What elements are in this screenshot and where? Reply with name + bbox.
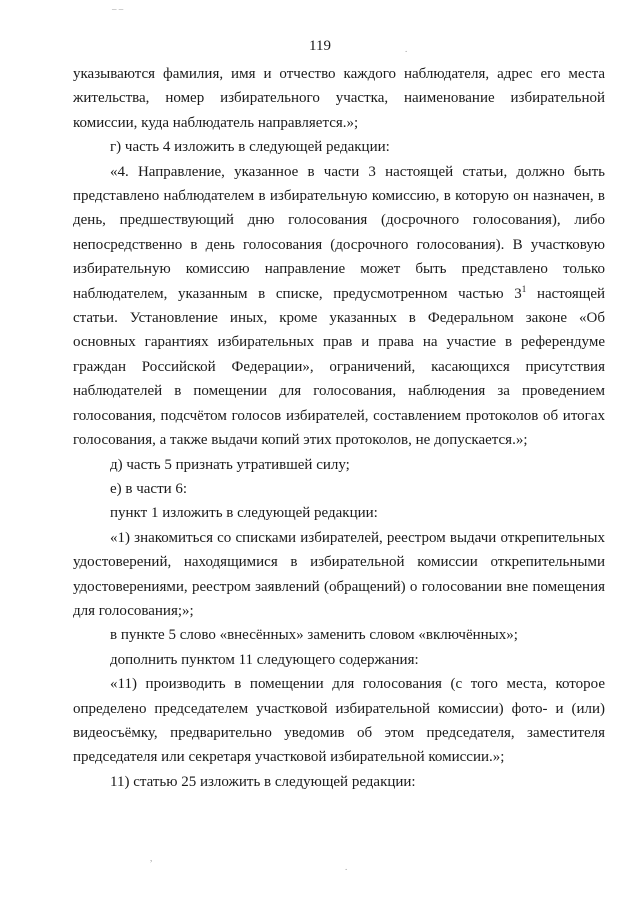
scan-artifact: – –	[112, 4, 124, 14]
paragraph-item-5-change: в пункте 5 слово «внесённых» заменить словом «включённых»;	[110, 627, 518, 644]
paragraph-amendment-d: д) часть 5 признать утратившей силу;	[110, 456, 350, 473]
paragraph-part-4-text	[73, 160, 605, 453]
scan-artifact-dot: ,	[150, 853, 153, 863]
paragraph-amendment-g: г) часть 4 изложить в следующей редакции:	[110, 139, 390, 156]
page-number: 119	[309, 38, 331, 54]
part-4-text-end: настоящей статьи. Установление иных, кроме указанных в Федеральном законе «Об основных гарантиях избирательных прав и права на участие в референдуме граждан Российской Федерации», ограничений, касающихся присутствия наблюдателей в помещении для голосования, наблюдения за проведением голосования, подсчётом голосов избирателей, составлением протоколов об итогах голосования, а также выдачи копий этих протоколов, не допускается.»;	[73, 285, 605, 449]
scan-artifact-dot: .	[345, 862, 348, 872]
paragraph-item-11-text: «11) производить в помещении для голосования (с того места, которое определено председателем участковой избирательной комиссии) фото- и (или) видеосъёмку, предварительно уведомив об этом председателя, заместителя председателя или секретаря участковой избирательной комиссии.»;	[73, 676, 605, 766]
paragraph-article-25: 11) статью 25 изложить в следующей редакции:	[110, 773, 416, 790]
paragraph-item-1-heading: пункт 1 изложить в следующей редакции:	[110, 505, 378, 522]
paragraph-amendment-e: е) в части 6:	[110, 480, 188, 497]
scan-artifact-dot: .	[405, 44, 408, 54]
superscript-1: 1	[521, 283, 527, 294]
paragraph-item-1-text: «1) знакомиться со списками избирателей, реестром выдачи открепительных удостоверений, находящимися в избирательной комиссии открепительными удостоверениями, реестром заявлений (обращений) о голосовании вне помещения для голосования;»;	[73, 529, 605, 619]
paragraph-add-item-11: дополнить пунктом 11 следующего содержания:	[110, 651, 419, 668]
document-body	[73, 62, 605, 794]
part-4-text-start: «4. Направление, указанное в части 3 настоящей статьи, должно быть представлено наблюдателем в избирательную комиссию, в которую он назначен, в день, предшествующий дню голосования (досрочного голосования), либо непосредственно в день голосования (досрочного голосования). В участковую избирательную комиссию направление может быть представлено только наблюдателем, указанным в списке, предусмотренном частью 3	[73, 163, 605, 302]
paragraph-continuation: указываются фамилия, имя и отчество каждого наблюдателя, адрес его места жительства, номер избирательного участка, наименование избирательной комиссии, куда наблюдатель направляется.»;	[73, 66, 605, 131]
